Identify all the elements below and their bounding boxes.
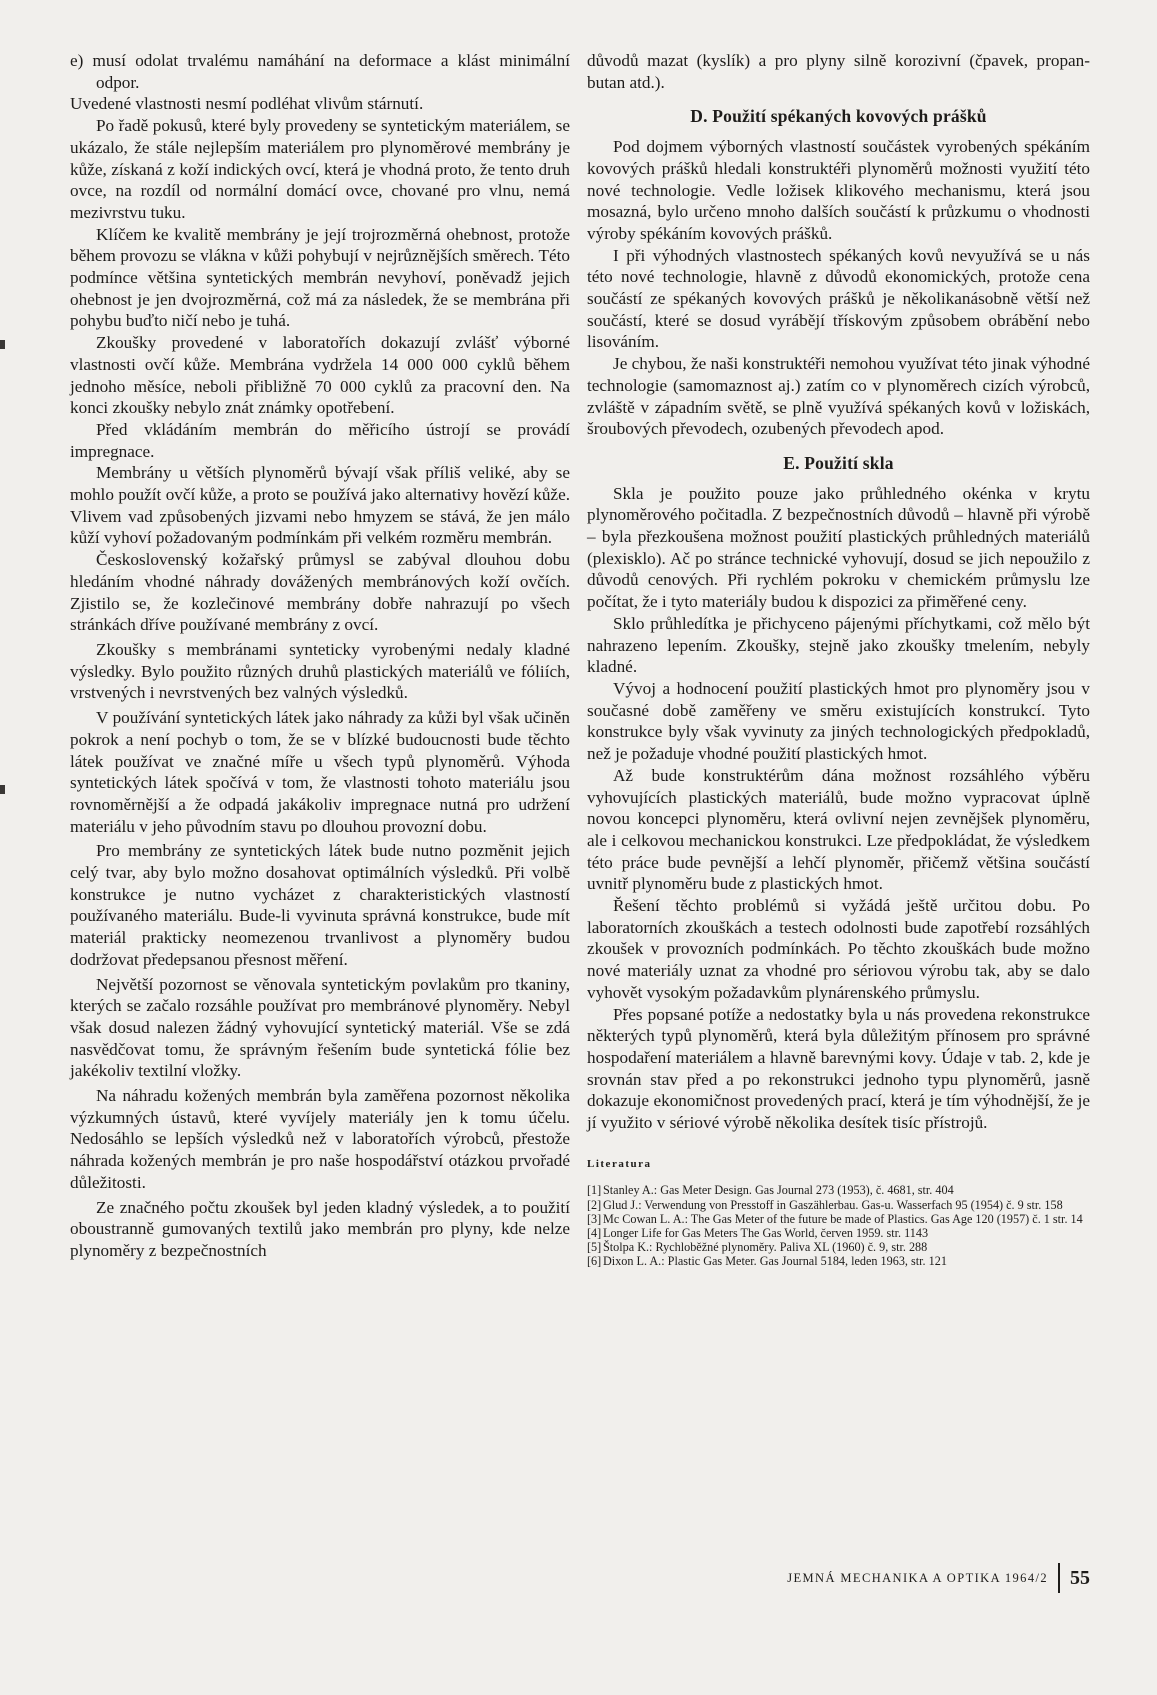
page-number: 55 bbox=[1070, 1566, 1090, 1589]
reference-number: [4] bbox=[587, 1226, 602, 1241]
page-footer bbox=[780, 1563, 1090, 1593]
body-paragraph: Skla je použito pouze jako průhledného okénka v krytu plynoměrového počitadla. Z bezpečnostních důvodů – hlavně při výrobě – byla přezkoušena možnost použití plastických průhledných materiálů (plexisklo). Ač po stránce technické vyhovují, dosud se jich nepoužilo z důvodů cenových. Při rychlém pokroku v chemickém průmyslu lze počítat, že i tyto materiály budou k dispozici za přiměřené ceny. bbox=[587, 483, 1090, 612]
reference-item bbox=[587, 1226, 1090, 1240]
reference-number: [6] bbox=[587, 1254, 602, 1269]
body-paragraph: Je chybou, že naši konstruktéři nemohou využívat této jinak výhodné technologie (samomaznost aj.) zatím co v plynoměrech cizích výrobců, zvláště v západním světě, se plně využívá spékaných kovů v ložiskách, šroubových převodech, ozubených převodech apod. bbox=[587, 354, 1090, 439]
body-paragraph: Až bude konstruktérům dána možnost rozsáhlého výběru vyhovujících plastických materiálů, bude možno vypracovat úplně novou koncepci plynoměru, která ovlivní nejen zevnějšek plynoměru, ale i celkovou mechanickou konstrukci. Lze předpokládat, že výsledkem této práce bude pevnější a lehčí plynoměr, přičemž většina součástí uvnitř plynoměru bude z plastických hmot. bbox=[587, 765, 1090, 894]
body-paragraph: Pod dojmem výborných vlastností součástek vyrobených spékáním kovových prášků hledali konstruktéři plynoměrů možnosti využití této nové technologie. Vedle ložisek klikového mechanismu, která jsou mosazná, bylo určeno mnoho dalších součástí k průzkumu o vhodnosti výroby spékáním kovových prášků. bbox=[587, 137, 1090, 243]
body-paragraph: důvodů mazat (kyslík) a pro plyny silně korozivní (čpavek, propan-butan atd.). bbox=[587, 51, 1090, 92]
body-paragraph: Přes popsané potíže a nedostatky byla u nás provedena rekonstrukce některých typů plynoměrů, která byla důležitým přínosem pro správné hospodaření materiálem a hlavně barevnými kovy. Údaje v tab. 2, kde je srovnán stav před a po rekonstrukci jednoho typu plynoměrů, jasně dokazuje ekonomičnost provedených prací, která je tím výhodnější, že je jí využito v sériové výrobě několika desítek tisíc přístrojů. bbox=[587, 1004, 1090, 1133]
reference-number: [2] bbox=[587, 1197, 602, 1212]
body-paragraph: Po řadě pokusů, které byly provedeny se syntetickým materiálem, se ukázalo, že stále nejlepším materiálem pro plynoměrové membrány je kůže, získaná z koží indických ovcí, která je vhodná proto, že tento druh ovce, na rozdíl od normální domácí ovce, chované pro vlnu, nemá mezivrstvu tuku. bbox=[70, 116, 570, 222]
body-paragraph: Řešení těchto problémů si vyžádá ještě určitou dobu. Po laboratorních zkouškách a testech odolnosti bude zapotřebí rozsáhlých zkoušek v provozních podmínkách. Po těchto zkouškách bude možno nové materiály uznat za vhodné pro sériovou výrobu tak, aby se dalo vyhovět vysokým požadavkům plynárenského průmyslu. bbox=[587, 896, 1090, 1002]
right-column bbox=[587, 50, 1090, 1269]
reference-item bbox=[587, 1183, 1090, 1197]
reference-item bbox=[587, 1212, 1090, 1226]
body-paragraph: Největší pozornost se věnovala syntetickým povlakům pro tkaniny, kterých se začalo rozsáhle používat pro membránové plynoměry. Nebyl však dosud nalezen žádný vyhovující syntetický materiál. Vše se zdá nasvědčovat tomu, že správným řešením bude syntetická fólie bez jakékoliv textilní vložky. bbox=[70, 974, 570, 1081]
body-paragraph: Před vkládáním membrán do měřicího ústrojí se provádí impregnace. bbox=[70, 419, 570, 461]
reference-text: Stanley A.: Gas Meter Design. Gas Journal 273 (1953), č. 4681, str. 404 bbox=[603, 1183, 954, 1198]
reference-text: Štolpa K.: Rychloběžné plynoměry. Paliva XL (1960) č. 9, str. 288 bbox=[603, 1240, 928, 1255]
footer-divider bbox=[1058, 1563, 1060, 1593]
body-paragraph: I při výhodných vlastnostech spékaných kovů nevyužívá se u nás této nové technologie, hlavně z důvodů ekonomických, protože cena součástí ze spékaných kovových prášků je několikanásobně větší než součástí, které se dosud vyrábějí třískovým způsobem obrábění nebo lisováním. bbox=[587, 245, 1090, 352]
reference-text: Glud J.: Verwendung von Presstoff in Gaszählerbau. Gas-u. Wasserfach 95 (1954) č. 9 str. 158 bbox=[603, 1197, 1063, 1212]
body-paragraph: Klíčem ke kvalitě membrány je její trojrozměrná ohebnost, protože během provozu se vlákna v kůži pohybují v nejrůznějších směrech. Této podmínce většina syntetických membrán nevyhoví, poněvadž jejich ohebnost je jen dvojrozměrná, což má za následek, že se membrána při pohybu buďto ničí nebo je tuhá. bbox=[70, 224, 570, 331]
list-item-e: e) musí odolat trvalému namáhání na deformace a klást minimální odpor. bbox=[70, 51, 570, 92]
scan-edge-mark bbox=[0, 785, 5, 794]
section-heading-d: D. Použití spékaných kovových prášků bbox=[690, 106, 987, 127]
reference-list bbox=[587, 1183, 1090, 1268]
left-column bbox=[70, 50, 570, 1262]
body-paragraph: Ze značného počtu zkoušek byl jeden kladný výsledek, a to použití oboustranně gumovaných textilů jako membrán pro plyny, kde nelze plynoměry z bezpečnostních bbox=[70, 1197, 570, 1260]
reference-item bbox=[587, 1254, 1090, 1268]
body-paragraph: Vývoj a hodnocení použití plastických hmot pro plynoměry jsou v současné době zaměřeny ve směru existujících konstrukcí. Tyto konstrukce byly však vyvinuty za jiných technologických předpokladů, než je požaduje vhodné použití plastických hmot. bbox=[587, 678, 1090, 764]
scan-edge-mark bbox=[0, 340, 5, 349]
body-paragraph: Na náhradu kožených membrán byla zaměřena pozornost několika výzkumných ústavů, které vyvíjely materiály jen k tomu účelu. Nedosáhlo se lepších výsledků než v laboratořích výrobců, přestože náhrada kožených membrán je pro naše hospodářství otázkou prvořadé důležitosti. bbox=[70, 1086, 570, 1192]
section-heading-e: E. Použití skla bbox=[783, 452, 894, 473]
reference-item bbox=[587, 1240, 1090, 1254]
body-paragraph: Uvedené vlastnosti nesmí podléhat vlivům stárnutí. bbox=[70, 94, 424, 114]
body-paragraph: Pro membrány ze syntetických látek bude nutno pozměnit jejich celý tvar, aby bylo možno dosahovat optimálních výsledků. Při volbě konstrukce je nutno vycházet z charakteristických vlastností používaného materiálu. Bude-li vyvinuta správná konstrukce, bude mít materiál prakticky neomezenou trvanlivost a plynoměry budou dodržovat předepsanou přesnost měření. bbox=[70, 841, 570, 969]
reference-number: [1] bbox=[587, 1183, 602, 1198]
body-paragraph: V používání syntetických látek jako náhrady za kůži byl však učiněn pokrok a není pochyb o tom, že se v blízké budoucnosti bude těchto látek používat ve značné míře u všech typů plynoměrů. Výhoda syntetických látek spočívá v tom, že vlastnosti tohoto materiálu jsou rovnoměrnější a že odpadá jakákoliv impregnace nutná pro udržení materiálu v jeho původním stavu po dlouhou provozní dobu. bbox=[70, 708, 570, 836]
reference-number: [3] bbox=[587, 1211, 602, 1226]
body-paragraph: Zkoušky provedené v laboratořích dokazují zvlášť výborné vlastnosti ovčí kůže. Membrána vydržela 14 000 000 cyklů během jednoho měsíce, neboli přibližně 70 000 cyklů za pracovní den. Na konci zkoušky nebylo znát známky opotřebení. bbox=[70, 333, 570, 418]
body-paragraph: Zkoušky s membránami synteticky vyrobenými nedaly kladné výsledky. Bylo použito různých druhů plastických materiálů ve fóliích, vrstvených i nevrstvených bez valných výsledků. bbox=[70, 639, 570, 703]
body-paragraph: Membrány u větších plynoměrů bývají však příliš veliké, aby se mohlo použít ovčí kůže, a proto se používá jako alternativy hovězí kůže. Vlivem vad způsobených jizvami nebo hmyzem se stává, že jen málo kůží vyhoví požadovaným podmínkám při velkém rozměru membrán. bbox=[70, 463, 570, 548]
body-paragraph: Sklo průhledítka je přichyceno pájenými příchytkami, což mělo být nahrazeno lepením. Zkoušky, stejně jako zkoušky tmelením, nebyly kladné. bbox=[587, 613, 1090, 677]
reference-text: Mc Cowan L. A.: The Gas Meter of the future be made of Plastics. Gas Age 120 (1957) č. 1 str. 14 bbox=[603, 1211, 1083, 1226]
reference-text: Longer Life for Gas Meters The Gas World, červen 1959. str. 1143 bbox=[603, 1226, 929, 1241]
journal-name: JEMNÁ MECHANIKA A OPTIKA 1964/2 bbox=[787, 1570, 1048, 1585]
reference-item bbox=[587, 1198, 1090, 1212]
body-paragraph: Československý kožařský průmysl se zabýval dlouhou dobu hledáním vhodné náhrady dovážených membránových koží ovčích. Zjistilo se, že kozlečinové membrány dobře nahrazují po všech stránkách dříve používané membrány z ovcí. bbox=[70, 550, 570, 635]
literature-title: Literatura bbox=[587, 1157, 652, 1170]
reference-number: [5] bbox=[587, 1240, 602, 1255]
reference-text: Dixon L. A.: Plastic Gas Meter. Gas Journal 5184, leden 1963, str. 121 bbox=[603, 1254, 947, 1269]
